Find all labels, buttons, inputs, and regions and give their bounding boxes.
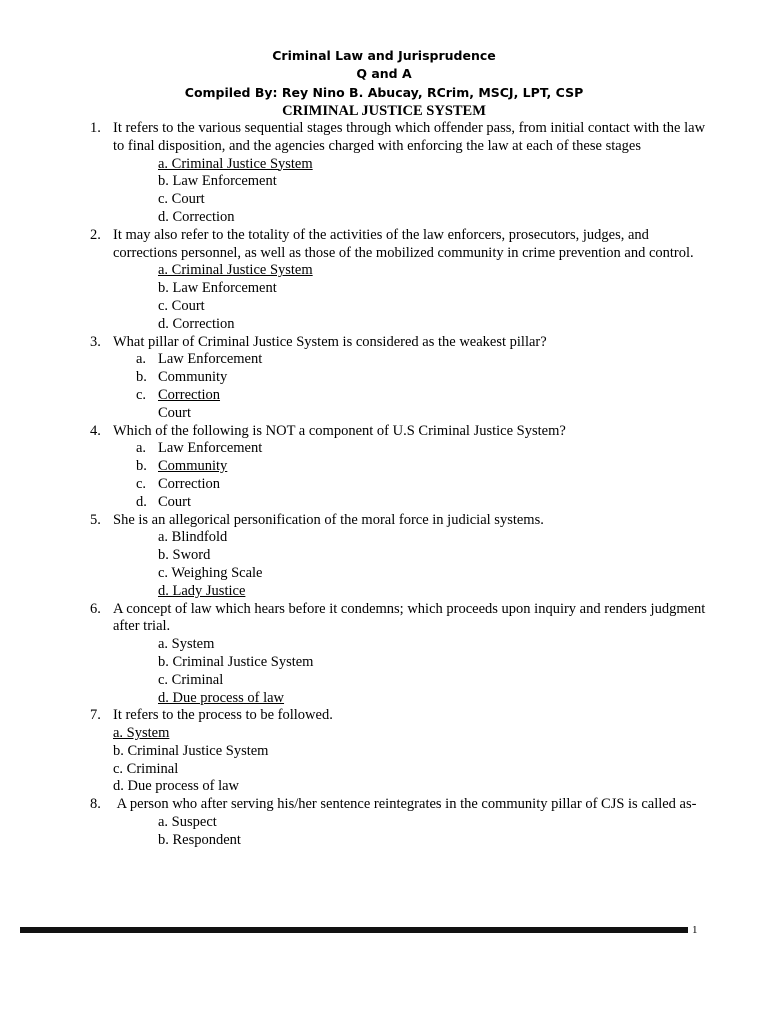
question-text: A concept of law which hears before it condemns; which proceeds upon inquiry and renders judgment after trial.: [113, 600, 706, 635]
answer-option: [0, 476, 768, 494]
answer-option: d. Correction: [158, 315, 235, 332]
correct-answer: Correction: [158, 386, 221, 403]
option-text: Law Enforcement: [158, 351, 263, 368]
answer-option: d. Correction: [158, 208, 235, 225]
option-letter: a.: [136, 351, 147, 368]
option-text: Community: [158, 369, 228, 386]
compiler-line: Compiled By: Rey Nino B. Abucay, RCrim, MSCJ, LPT, CSP: [184, 85, 584, 100]
section-heading: CRIMINAL JUSTICE SYSTEM: [282, 103, 486, 119]
question-number: 2.: [90, 226, 101, 243]
answer-option: a. Suspect: [158, 814, 217, 831]
answer-option: c. Court: [158, 191, 205, 208]
answer-option: [0, 262, 768, 280]
question-number: 8.: [90, 796, 101, 813]
question-text: Which of the following is NOT a component of U.S Criminal Justice System?: [113, 422, 566, 439]
option-letter: d.: [136, 493, 147, 510]
question-list: [0, 120, 768, 850]
answer-option: c. Criminal: [113, 760, 179, 777]
answer-option: d. Due process of law: [113, 778, 240, 795]
answer-option: b. Law Enforcement: [158, 173, 277, 190]
option-letter: b.: [136, 458, 147, 475]
footer-rule: [20, 927, 688, 933]
option-letter: c.: [136, 475, 147, 492]
question-item: [0, 334, 768, 352]
answer-option: c. Weighing Scale: [158, 564, 263, 581]
question-item: [0, 796, 768, 814]
question-number: 7.: [90, 707, 101, 724]
option-text: Court: [158, 404, 192, 421]
answer-option: b. Criminal Justice System: [158, 653, 314, 670]
option-letter: b.: [136, 369, 147, 386]
correct-answer: d. Lady Justice: [158, 582, 246, 599]
answer-option: [0, 583, 768, 601]
question-text: A person who after serving his/her sentence reintegrates in the community pillar of CJS is called as-: [113, 796, 697, 813]
option-letter: c.: [136, 386, 147, 403]
question-text: She is an allegorical personification of the moral force in judicial systems.: [113, 511, 544, 528]
answer-option: [0, 440, 768, 458]
correct-answer: a. Criminal Justice System: [158, 155, 313, 172]
option-text: Law Enforcement: [158, 440, 263, 457]
answer-option: c. Criminal: [158, 671, 224, 688]
page-number: 1: [692, 924, 698, 936]
answer-option: [0, 387, 768, 405]
answer-option: [0, 369, 768, 387]
question-text: It refers to the process to be followed.: [113, 707, 333, 724]
question-number: 4.: [90, 422, 101, 439]
document-title: Criminal Law and Jurisprudence: [272, 48, 496, 63]
answer-option: a. Blindfold: [158, 529, 228, 546]
answer-option: [0, 725, 768, 743]
answer-option: [0, 458, 768, 476]
option-text: Correction: [158, 475, 221, 492]
answer-option: b. Respondent: [158, 831, 241, 848]
question-item: [0, 512, 768, 530]
question-text: It may also refer to the totality of the activities of the law enforcers, prosecutors, judges, and corrections personnel, as well as those of the mobilized community in crime prevention and control.: [113, 226, 694, 261]
answer-option: c. Court: [158, 297, 205, 314]
option-text: Court: [158, 493, 192, 510]
answer-option: a. System: [158, 636, 215, 653]
answer-option: b. Sword: [158, 547, 211, 564]
option-letter: a.: [136, 440, 147, 457]
answer-option: [0, 156, 768, 174]
question-number: 1.: [90, 120, 101, 136]
question-item: [0, 423, 768, 441]
answer-option: [0, 494, 768, 512]
question-text: What pillar of Criminal Justice System is considered as the weakest pillar?: [113, 333, 547, 350]
question-item: [0, 601, 768, 637]
correct-answer: d. Due process of law: [158, 689, 285, 706]
correct-answer: Community: [158, 458, 228, 475]
correct-answer: a. System: [113, 725, 170, 742]
answer-option: b. Law Enforcement: [158, 280, 277, 297]
document-subtitle: Q and A: [356, 66, 412, 81]
question-number: 5.: [90, 511, 101, 528]
question-number: 3.: [90, 333, 101, 350]
question-item: [0, 707, 768, 725]
question-text: It refers to the various sequential stages through which offender pass, from initial contact with the law to final disposition, and the agencies charged with enforcing the law at each of these stages: [113, 120, 706, 154]
answer-option: b. Criminal Justice System: [113, 742, 269, 759]
question-number: 6.: [90, 600, 101, 617]
correct-answer: a. Criminal Justice System: [158, 262, 313, 279]
answer-option: [0, 405, 768, 423]
answer-option: [0, 351, 768, 369]
question-item: [0, 120, 768, 156]
question-item: [0, 227, 768, 263]
answer-option: [0, 690, 768, 708]
